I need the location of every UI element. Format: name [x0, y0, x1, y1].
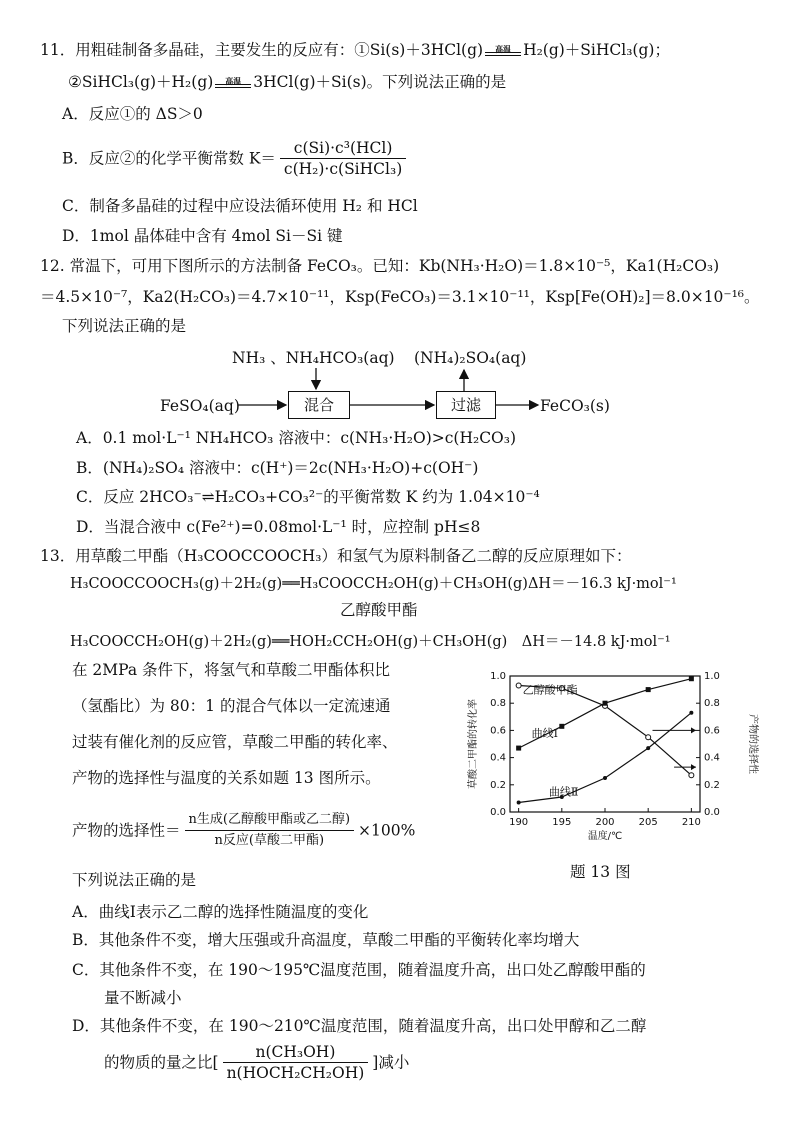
- flow-output-byproduct: (NH₄)₂SO₄(aq): [414, 349, 527, 367]
- y-axis-label-right: 产物的选择性: [747, 714, 758, 774]
- y-tick-label-right: 0.2: [704, 779, 720, 791]
- y-tick-label-left: 0.0: [490, 807, 506, 818]
- flow-start: FeSO₄(aq): [160, 397, 240, 415]
- y-tick-label-right: 0.6: [704, 725, 720, 737]
- y-tick-label-left: 0.4: [490, 752, 506, 764]
- q13-para-line4: 产物的选择性与温度的关系如题 13 图所示。: [72, 769, 381, 787]
- y-tick-label-left: 1.0: [490, 671, 506, 682]
- flow-box-mix: 混合: [288, 391, 350, 419]
- q13-para-line1: 在 2MPa 条件下，将氢气和草酸二甲酯体积比: [72, 661, 391, 679]
- q12-option-a: A．0.1 mol·L⁻¹ NH₄HCO₃ 溶液中：c(NH₃·H₂O)>c(H₂CO₃): [76, 429, 517, 447]
- y-tick-label-right: 0.0: [704, 807, 720, 818]
- y-tick-label-right: 1.0: [704, 671, 720, 682]
- flow-end: FeCO₃(s): [540, 397, 610, 415]
- q12-stem-line2: ＝4.5×10⁻⁷，Ka2(H₂CO₃)＝4.7×10⁻¹¹，Ksp(FeCO₃)＝3.1×10⁻¹¹，Ksp[Fe(OH)₂]＝8.0×10⁻¹⁶。: [40, 288, 760, 306]
- q13-option-c-line1: C．其他条件不变，在 190～195℃温度范围，随着温度升高，出口处乙醇酸甲酯的: [72, 961, 646, 979]
- data-point: [689, 773, 694, 778]
- q13-para-line3: 过装有催化剂的反应管，草酸二甲酯的转化率、: [72, 733, 398, 751]
- q12-option-b: B．(NH₄)₂SO₄ 溶液中：c(H⁺)＝2c(NH₃·H₂O)+c(OH⁻): [76, 459, 479, 477]
- q12-stem-line3: 下列说法正确的是: [62, 317, 187, 335]
- data-point: [689, 676, 694, 681]
- q13-option-d-line1: D．其他条件不变，在 190～210℃温度范围，随着温度升高，出口处甲醇和乙二醇: [72, 1017, 647, 1035]
- pointer-arrowhead-2: [691, 764, 696, 770]
- x-tick-label: 195: [552, 817, 572, 828]
- data-point: [603, 776, 607, 780]
- x-axis-label: 温度/℃: [587, 831, 623, 842]
- q13-option-b: B．其他条件不变，增大压强或升高温度，草酸二甲酯的平衡转化率均增大: [72, 931, 580, 949]
- condition-arrow: 高温: [483, 41, 523, 61]
- equilibrium-fraction: $\frac{\text{c(Si)·c³(HCl)}}{\text{c(H₂)·c(SiHCl₃)}}$: [280, 138, 406, 179]
- q13-equation-1-note: 乙醇酸甲酯: [340, 601, 418, 619]
- q11-option-c: C．制备多晶硅的过程中应设法循环使用 H₂ 和 HCl: [62, 197, 418, 215]
- data-point: [689, 711, 693, 715]
- data-point: [646, 687, 651, 692]
- data-point: [516, 683, 521, 688]
- q12-option-d: D．当混合液中 c(Fe²⁺)=0.08mol·L⁻¹ 时，应控制 pH≤8: [76, 518, 481, 536]
- q13-equation-2: H₃COOCCH₂OH(g)＋2H₂(g)══HOH₂CCH₂OH(g)＋CH₃OH(g) ΔH＝－14.8 kJ·mol⁻¹: [70, 634, 671, 650]
- q11-option-b: B．反应②的化学平衡常数 K＝ $\frac{\text{c(Si)·c³(HCl)}}{\text{c(H₂)·c(SiHCl₃)}}$: [62, 138, 410, 179]
- data-point: [646, 735, 651, 740]
- data-point: [559, 724, 564, 729]
- q13-stem-line1: 13．用草酸二甲酯（H₃COOCCOOCH₃）和氢气为原料制备乙二醇的反应原理如下：: [40, 547, 632, 565]
- q11-stem-line2: ②SiHCl₃(g)＋H₂(g) 高温 3HCl(g)＋Si(s)。下列说法正确的是: [68, 73, 507, 91]
- pointer-arrowhead-1: [691, 727, 696, 733]
- y-tick-label-right: 0.8: [704, 698, 720, 710]
- series-line-3: [519, 713, 692, 803]
- annotation-glycolate: 乙醇酸甲酯: [522, 683, 578, 697]
- figure-caption: 题 13 图: [570, 863, 631, 881]
- data-point: [517, 800, 521, 804]
- q13-option-c-line2: 量不断减小: [104, 989, 182, 1007]
- y-tick-label-left: 0.2: [490, 779, 506, 791]
- data-point: [603, 701, 608, 706]
- q13-selectivity-formula: 产物的选择性＝ $\frac{\text{n生成(乙醇酸甲酯或乙二醇)}}{\text{n反应(草酸二甲酯)}}$ ×100%: [72, 812, 416, 848]
- x-tick-label: 190: [509, 817, 529, 828]
- q12-option-c: C．反应 2HCO₃⁻⇌H₂CO₃+CO₃²⁻的平衡常数 K 约为 1.04×10⁻⁴: [76, 488, 540, 506]
- x-tick-label: 210: [681, 817, 701, 828]
- y-axis-label-left: 草酸二甲酯的转化率: [468, 699, 479, 789]
- y-tick-label-right: 0.4: [704, 752, 720, 764]
- q13-para-line2: （氢酯比）为 80：1 的混合气体以一定流速通: [72, 697, 391, 715]
- q11-option-d: D．1mol 晶体硅中含有 4mol Si－Si 键: [62, 227, 343, 245]
- x-tick-label: 205: [638, 817, 658, 828]
- flow-input-reagents: NH₃ 、NH₄HCO₃(aq): [232, 349, 395, 367]
- annotation-curve-2: 曲线Ⅱ: [548, 785, 579, 799]
- data-point: [646, 746, 650, 750]
- q12-stem-line1: 12. 常温下，可用下图所示的方法制备 FeCO₃。已知：Kb(NH₃·H₂O)＝1.8×10⁻⁵，Ka1(H₂CO₃): [40, 257, 720, 275]
- annotation-curve-1: 曲线Ⅰ: [531, 727, 558, 741]
- flow-arrows: [0, 0, 794, 440]
- q11-option-a: A．反应①的 ΔS＞0: [62, 105, 203, 123]
- x-tick-label: 200: [595, 817, 615, 828]
- q13-question: 下列说法正确的是: [72, 871, 197, 889]
- q13-option-a: A．曲线Ⅰ表示乙二醇的选择性随温度的变化: [72, 903, 369, 921]
- y-tick-label-left: 0.6: [490, 725, 506, 737]
- temperature-chart: [462, 664, 762, 854]
- data-point: [516, 746, 521, 751]
- condition-arrow: 高温: [213, 73, 253, 93]
- y-tick-label-left: 0.8: [490, 698, 506, 710]
- flow-box-filter: 过滤: [436, 391, 496, 419]
- q13-equation-1: H₃COOCCOOCH₃(g)＋2H₂(g)══H₃COOCCH₂OH(g)＋CH₃OH(g)ΔH＝－16.3 kJ·mol⁻¹: [70, 576, 677, 592]
- q11-stem-line1: 11．用粗硅制备多晶硅，主要发生的反应有：①Si(s)＋3HCl(g) 高温 H₂(g)＋SiHCl₃(g)；: [40, 41, 670, 59]
- q13-option-d-line2: 的物质的量之比[ $\frac{\text{n(CH₃OH)}}{\text{n(HOCH₂CH₂OH)}}$ ]减小: [104, 1043, 410, 1082]
